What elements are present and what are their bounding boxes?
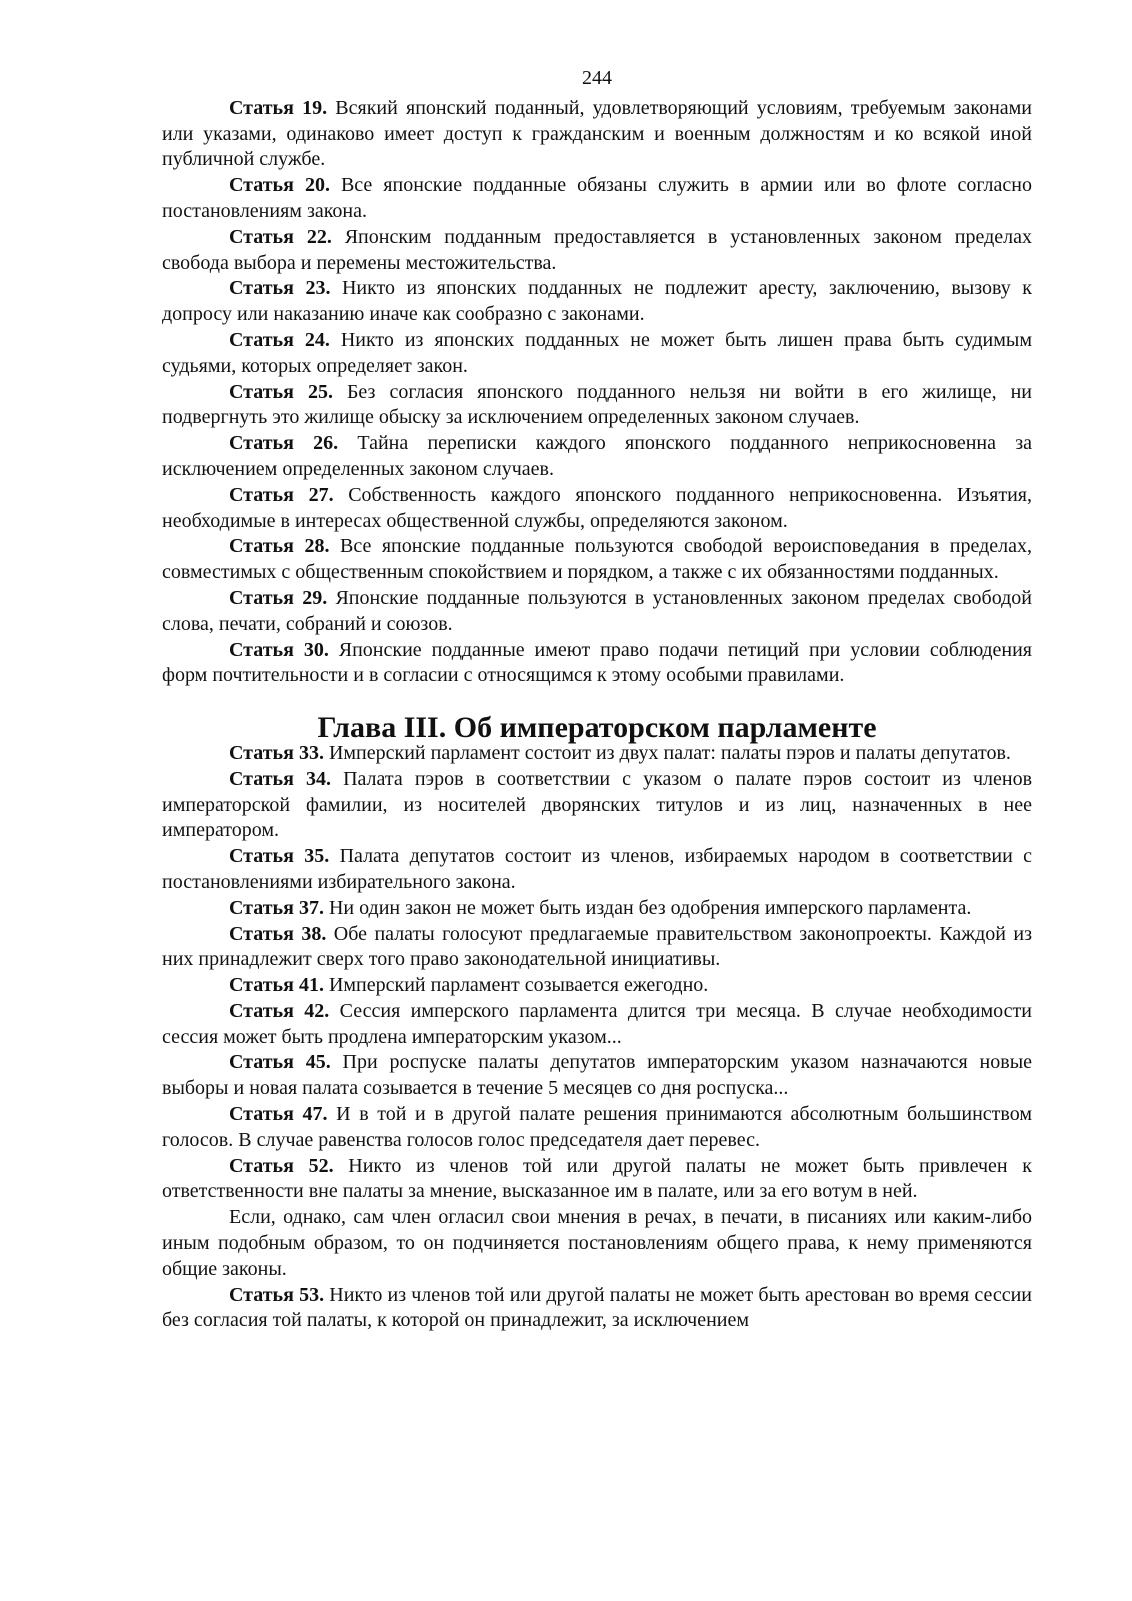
article-paragraph <box>162 767 1032 844</box>
article-paragraph <box>162 225 1032 277</box>
article-label: Статья 29. <box>229 586 328 609</box>
article-paragraph <box>162 973 1032 999</box>
article-label: Статья 47. <box>229 1103 328 1126</box>
article-text: Имперский парламент состоит из двух палат: палаты пэров и палаты депутатов. <box>323 741 1011 764</box>
article-label: Статья 24. <box>229 328 330 351</box>
article-text: Японские подданные пользуются в установленных законом пределах свободой слова, печати, собраний и союзов. <box>162 586 1033 635</box>
article-paragraph <box>162 896 1032 922</box>
article-text: Всякий японский поданный, удовлетворяющий условиям, требуемым законами или указами, одинаково имеет доступ к гражданским и военным должностям и ко всякой иной публичной службе. <box>162 96 1033 171</box>
article-label: Статья 30. <box>229 638 329 661</box>
article-label: Статья 19. <box>229 96 328 119</box>
article-paragraph <box>162 586 1032 638</box>
article-text: Собственность каждого японского подданного неприкосновенна. Изъятия, необходимые в интересах общественной службы, определяются законом. <box>162 483 1033 532</box>
article-text: Обе палаты голосуют предлагаемые правительством законопроекты. Каждой из них принадлежит сверх того право законодательной инициативы. <box>162 922 1032 971</box>
article-text: Палата депутатов состоит из членов, избираемых народом в соответствии с постановлениями избирательного закона. <box>162 845 1033 893</box>
article-paragraph <box>162 483 1032 535</box>
article-label: Статья 20. <box>229 174 330 197</box>
articles-section-parliament <box>162 741 1032 1334</box>
article-paragraph <box>162 96 1032 173</box>
chapter-heading: Глава III. Об императорском парламенте <box>317 711 877 745</box>
article-paragraph <box>162 638 1032 690</box>
article-text: Японские подданные имеют право подачи петиций при условии соблюдения форм почтительности и в согласии с относящимся к этому особыми правилами. <box>162 638 1033 687</box>
article-text: Никто из японских подданных не может быть лишен права быть судимым судьями, которых определяет закон. <box>162 328 1032 377</box>
article-text: Палата пэров в соответствии с указом о палате пэров состоит из членов императорской фамилии, из носителей дворянских титулов и из лиц, назначенных в нее императором. <box>162 767 1033 842</box>
article-label: Статья 23. <box>229 277 331 300</box>
article-paragraph <box>162 380 1032 432</box>
article-text: Никто из членов той или другой палаты не может быть арестован во время сессии без согласия той палаты, к которой он принадлежит, за исключением <box>162 1283 1033 1332</box>
document-page <box>162 66 1032 1334</box>
article-paragraph <box>162 1102 1032 1154</box>
article-text: Никто из членов той или другой палаты не может быть привлечен к ответственности вне палаты за мнение, высказанное им в палате, или за его вотум в ней. <box>162 1154 1033 1203</box>
article-text: Тайна переписки каждого японского подданного неприкосновенна за исключением определенных законом случаев. <box>162 432 1032 480</box>
article-paragraph <box>162 1283 1032 1335</box>
article-label: Статья 41. <box>229 974 324 997</box>
articles-section-rights <box>162 96 1032 689</box>
article-text: Без согласия японского подданного нельзя ни войти в его жилище, ни подвергнуть это жилище обыску за исключением определенных законом случаев. <box>162 380 1032 429</box>
article-paragraph <box>162 328 1032 380</box>
article-text: Все японские подданные пользуются свободой вероисповедания в пределах, совместимых с общественным спокойствием и порядком, а также с их обязанностями подданных. <box>162 535 1033 584</box>
article-label: Статья 34. <box>229 767 332 790</box>
page-number: 244 <box>582 67 612 89</box>
article-paragraph <box>162 741 1032 767</box>
article-label: Статья 53. <box>229 1283 325 1306</box>
article-text: При роспуске палаты депутатов императорским указом назначаются новые выборы и новая палата созывается в течение 5 месяцев со дня роспуска... <box>162 1051 1033 1100</box>
article-paragraph <box>162 534 1032 586</box>
article-text: Японским подданным предоставляется в установленных законом пределах свобода выбора и перемены местожительства. <box>162 225 1032 274</box>
article-paragraph <box>162 431 1032 483</box>
article-paragraph <box>162 1050 1032 1102</box>
continuation-paragraph <box>162 1205 1032 1282</box>
article-text: Ни один закон не может быть издан без одобрения имперского парламента. <box>323 896 972 919</box>
article-label: Статья 38. <box>229 922 327 945</box>
article-paragraph <box>162 173 1032 225</box>
article-text: И в той и в другой палате решения принимаются абсолютным большинством голосов. В случае равенства голосов голос председателя дает перевес. <box>162 1103 1032 1151</box>
article-text: Сессия имперского парламента длится три месяца. В случае необходимости сессия может быть продлена императорским указом... <box>162 999 1032 1048</box>
article-label: Статья 22. <box>229 225 332 248</box>
article-label: Статья 25. <box>229 380 333 403</box>
article-text: Имперский парламент созывается ежегодно. <box>323 974 709 997</box>
article-paragraph <box>162 922 1032 974</box>
article-label: Статья 33. <box>229 741 324 764</box>
article-label: Статья 27. <box>229 483 334 506</box>
article-label: Статья 35. <box>229 845 330 868</box>
article-label: Статья 52. <box>229 1154 334 1177</box>
article-paragraph <box>162 276 1032 328</box>
article-text: Если, однако, сам член огласил свои мнения в речах, в печати, в писаниях или каким-либо иным подобным образом, то он подчиняется постановлениям общего права, к нему применяются общие законы. <box>162 1206 1032 1280</box>
article-paragraph <box>162 999 1032 1051</box>
article-label: Статья 45. <box>229 1051 331 1074</box>
article-paragraph <box>162 844 1032 896</box>
article-label: Статья 37. <box>229 896 324 919</box>
article-text: Все японские подданные обязаны служить в армии или во флоте согласно постановлениям закона. <box>162 174 1032 222</box>
article-label: Статья 42. <box>229 999 330 1022</box>
article-text: Никто из японских подданных не подлежит аресту, заключению, вызову к допросу или наказанию иначе как сообразно с законами. <box>162 277 1033 326</box>
article-paragraph <box>162 1154 1032 1206</box>
article-label: Статья 26. <box>229 432 339 455</box>
article-label: Статья 28. <box>229 535 330 558</box>
